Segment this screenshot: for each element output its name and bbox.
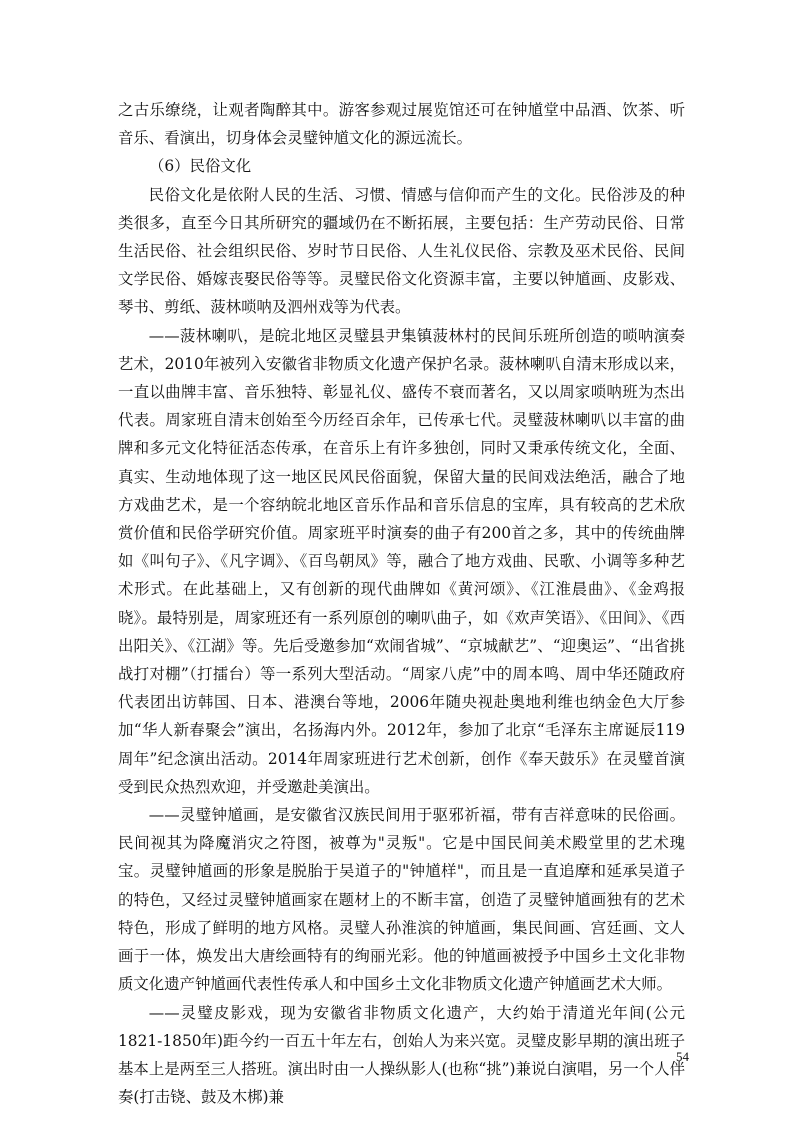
paragraph-folk-culture-intro: 民俗文化是依附人民的生活、习惯、情感与信仰而产生的文化。民俗涉及的种类很多，直至今日其所研究的疆域仍在不断拓展，主要包括：生产劳动民俗、日常生活民俗、社会组织民俗、岁时节日民俗、人生礼仪民俗、宗教及巫术民俗、民间文学民俗、婚嫁丧娶民俗等等。灵璧民俗文化资源丰富，主要以钟馗画、皮影戏、琴书、剪纸、菠林唢呐及泗州戏等为代表。: [118, 185, 685, 317]
section-heading-folk-culture: （6）民俗文化: [149, 157, 252, 176]
paragraph-shadow-play: ——灵璧皮影戏，现为安徽省非物质文化遗产，大约始于清道光年间(公元1821-1850年)距今约一百五十年左右，创始人为来兴宽。灵璧皮影早期的演出班子基本上是两至三人搭班。演出时由一人操纵影人(也称“挑”)兼说白演唱，另一个人伴奏(打击铙、鼓及木梆)兼: [118, 1003, 685, 1107]
paragraph-bolin-suona: ——菠林喇叭，是皖北地区灵璧县尹集镇菠林村的民间乐班所创造的唢呐演奏艺术，2010年被列入安徽省非物质文化遗产保护名录。菠林喇叭自清末形成以来，一直以曲牌丰富、音乐独特、彰显礼仪、盛传不衰而著名，又以周家唢呐班为杰出代表。周家班自清末创始至今历经百余年，已传承七代。灵璧菠林喇叭以丰富的曲牌和多元文化特征活态传承，在音乐上有许多独创，同时又秉承传统文化，全面、真实、生动地体现了这一地区民风民俗面貌，保留大量的民间戏法绝活，融合了地方戏曲艺术，是一个容纳皖北地区音乐作品和音乐信息的宝库，具有较高的艺术欣赏价值和民俗学研究价值。周家班平时演奏的曲子有200首之多，其中的传统曲牌如《叫句子》、《凡字调》、《百鸟朝凤》等，融合了地方戏曲、民歌、小调等多种艺术形式。在此基础上，又有创新的现代曲牌如《黄河颂》、《江淮晨曲》、《金鸡报晓》。最特别是，周家班还有一系列原创的喇叭曲子，如《欢声笑语》、《田间》、《西出阳关》、《江湖》等。先后受邀参加“欢闹省城”、“京城献艺”、“迎奥运”、“出省挑战打对棚”（打擂台）等一系列大型活动。“周家八虎”中的周本鸣、周中华还随政府代表团出访韩国、日本、港澳台等地，2006年随央视赴奥地利维也纳金色大厅参加“华人新春聚会”演出，名扬海内外。2012年，参加了北京“毛泽东主席诞辰119周年”纪念演出活动。2014年周家班进行艺术创新，创作《奉天鼓乐》在灵璧首演受到民众热烈欢迎，并受邀赴美演出。: [118, 326, 685, 796]
paragraph-continuation: 之古乐缭绕，让观者陶醉其中。游客参观过展览馆还可在钟馗堂中品酒、饮茶、听音乐、看演出，切身体会灵璧钟馗文化的源远流长。: [118, 101, 685, 148]
document-page: [118, 96, 685, 1111]
paragraph-zhongkui-painting: ——灵璧钟馗画，是安徽省汉族民间用于驱邪祈福，带有吉祥意味的民俗画。民间视其为降魔消灾之符图，被尊为"灵叛"。它是中国民间美术殿堂里的艺术瑰宝。灵璧钟馗画的形象是脱胎于吴道子的"钟馗样"，而且是一直追摩和延承吴道子的特色，又经过灵璧钟馗画家在题材上的不断丰富，创造了灵璧钟馗画独有的艺术特色，形成了鲜明的地方风格。灵璧人孙淮滨的钟馗画，集民间画、宫廷画、文人画于一体，焕发出大唐绘画特有的绚丽光彩。他的钟馗画被授予中国乡土文化非物质文化遗产钟馗画代表性传承人和中国乡土文化非物质文化遗产钟馗画艺术大师。: [118, 806, 685, 994]
page-number: 54: [676, 1049, 689, 1064]
